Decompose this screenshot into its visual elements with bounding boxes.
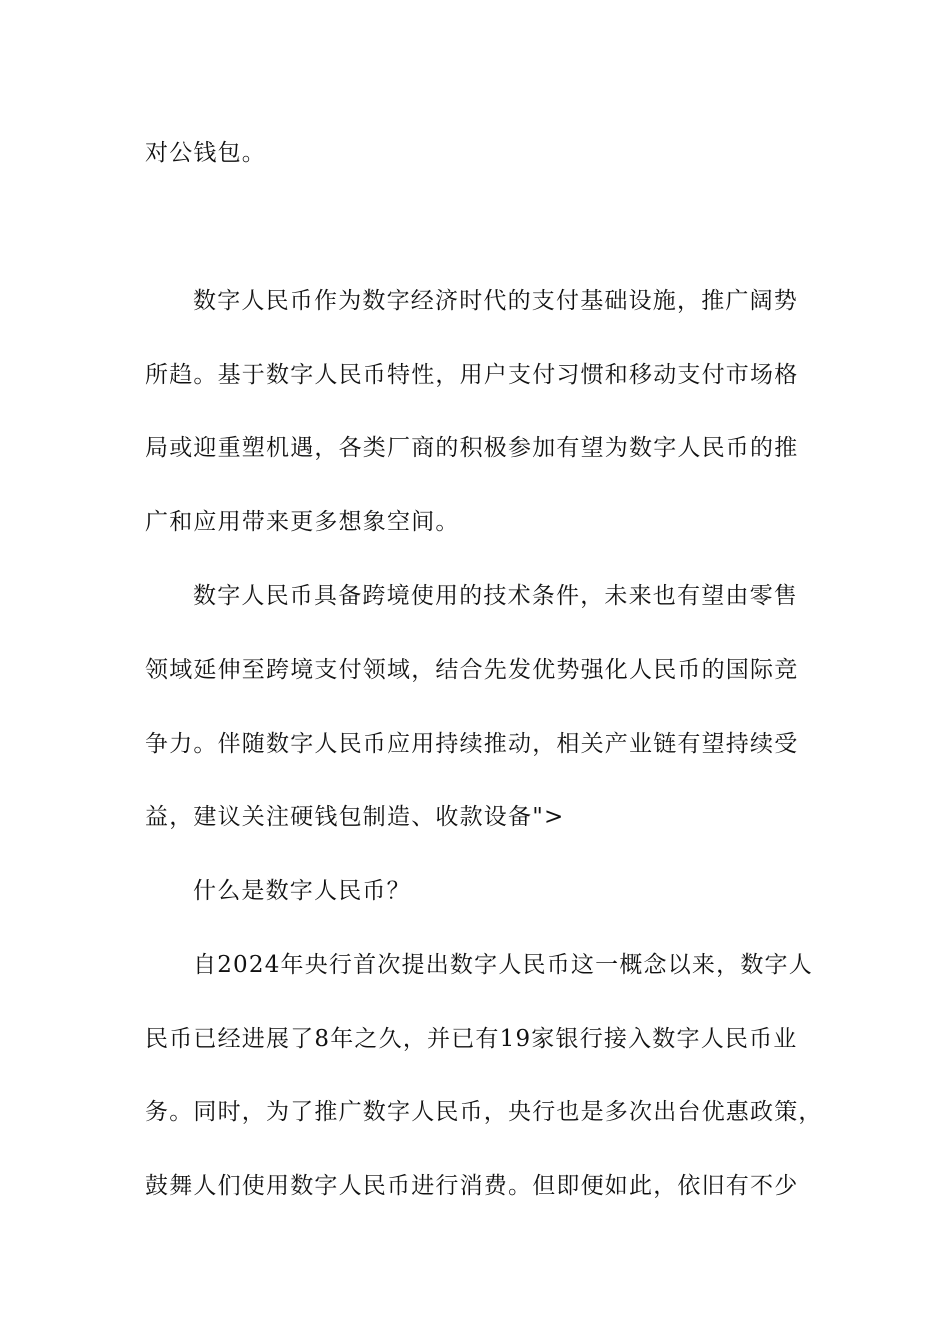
paragraph-line: 局或迎重塑机遇，各类厂商的积极参加有望为数字人民币的推 <box>145 435 799 461</box>
paragraph-line: 民币已经进展了8年之久，并已有19家银行接入数字人民币业 <box>145 1026 798 1052</box>
paragraph-line: 务。同时，为了推广数字人民币，央行也是多次出台优惠政策， <box>145 1099 823 1125</box>
paragraph-line: 领域延伸至跨境支付领域，结合先发优势强化人民币的国际竞 <box>145 657 799 683</box>
paragraph-line: 广和应用带来更多想象空间。 <box>145 509 460 535</box>
paragraph-line: 争力。伴随数字人民币应用持续推动，相关产业链有望持续受 <box>145 731 799 757</box>
paragraph-line: 自2024年央行首次提出数字人民币这一概念以来，数字人 <box>193 952 813 978</box>
paragraph-line: 对公钱包。 <box>145 140 266 166</box>
paragraph-line: 数字人民币具备跨境使用的技术条件，未来也有望由零售 <box>193 583 798 609</box>
paragraph-line: 所趋。基于数字人民币特性，用户支付习惯和移动支付市场格 <box>145 362 799 388</box>
paragraph-line: 鼓舞人们使用数字人民币进行消费。但即便如此，依旧有不少 <box>145 1173 799 1199</box>
section-heading: 什么是数字人民币？ <box>193 878 411 904</box>
paragraph-line: 益，建议关注硬钱包制造、收款设备"> <box>145 804 565 830</box>
paragraph-line: 数字人民币作为数字经济时代的支付基础设施，推广阔势 <box>193 288 798 314</box>
